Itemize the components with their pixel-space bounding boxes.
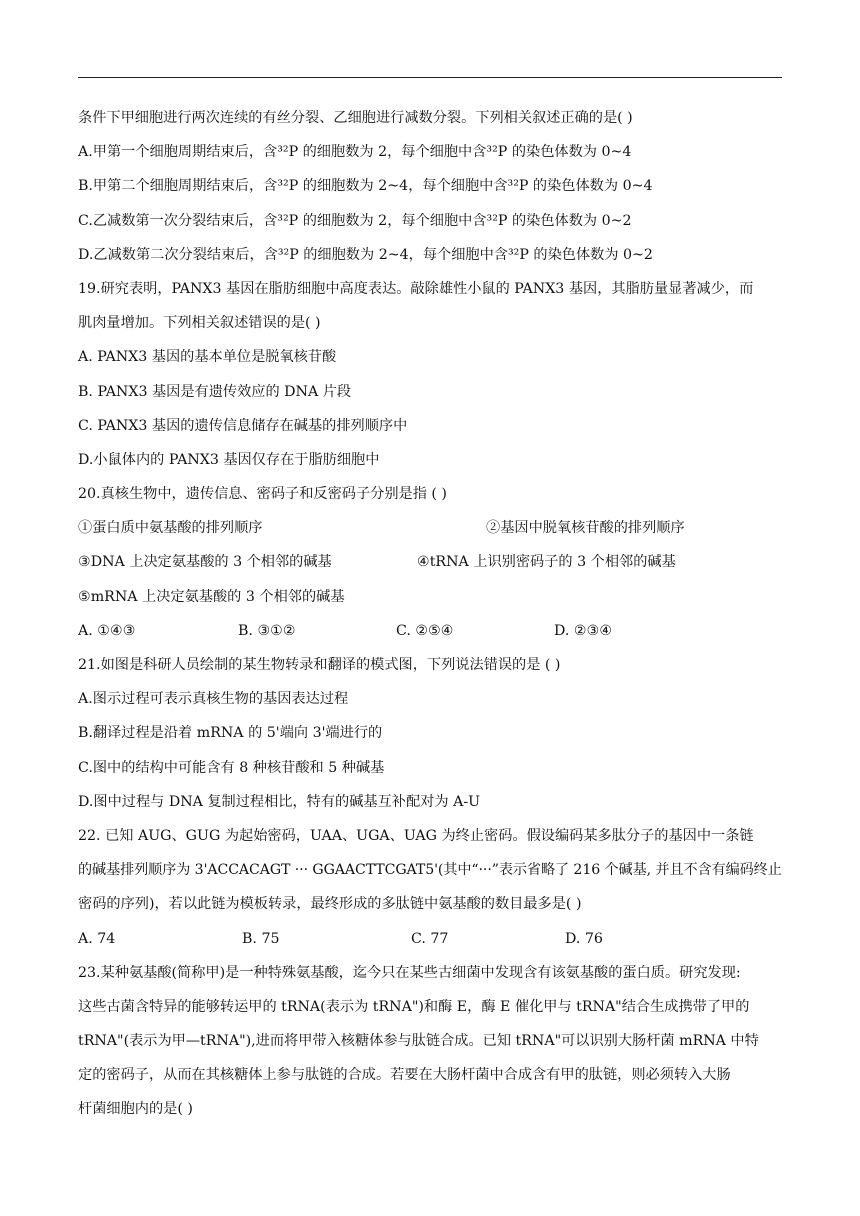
q22-option-a: A. 74 — [78, 930, 116, 947]
q23-stem-line-1: 23.某种氨基酸(简称甲)是一种特殊氨基酸，迄今只在某些古细菌中发现含有该氨基酸的蛋白质。研究发现: — [78, 964, 741, 981]
q20-item-5: ⑤mRNA 上决定氨基酸的 3 个相邻的碱基 — [78, 588, 345, 605]
q23-stem-line-3: tRNA"(表示为甲—tRNA"),进而将甲带入核糖体参与肽链合成。已知 tRNA"可以识别大肠杆菌 mRNA 中特 — [78, 1033, 759, 1050]
q20-item-4: ④tRNA 上识别密码子的 3 个相邻的碱基 — [417, 554, 676, 571]
exam-page-content — [78, 108, 782, 1134]
q18-option-c: C.乙减数第一次分裂结束后，含³²P 的细胞数为 2，每个细胞中含³²P 的染色体数为 0~2 — [78, 212, 632, 229]
q20-option-c: C. ②⑤④ — [396, 622, 454, 639]
q22-option-b: B. 75 — [242, 930, 280, 947]
q20-option-a: A. ①④③ — [78, 622, 136, 639]
q23-stem-line-4: 定的密码子，从而在其核糖体上参与肽链的合成。若要在大肠杆菌中合成含有甲的肽链，则必须转入大肠 — [78, 1067, 731, 1084]
q19-option-d: D.小鼠体内的 PANX3 基因仅存在于脂肪细胞中 — [78, 451, 380, 468]
q19-stem-line-2: 肌肉量增加。下列相关叙述错误的是( ) — [78, 315, 321, 332]
q19-option-b: B. PANX3 基因是有遗传效应的 DNA 片段 — [78, 383, 352, 400]
q20-item-3: ③DNA 上决定氨基酸的 3 个相邻的碱基 — [78, 554, 332, 571]
q23-stem-line-5: 杆菌细胞内的是( ) — [78, 1101, 193, 1118]
q21-option-d: D.图中过程与 DNA 复制过程相比，特有的碱基互补配对为 A-U — [78, 793, 481, 810]
q20-items-row-1 — [78, 518, 782, 552]
q21-option-a: A.图示过程可表示真核生物的基因表达过程 — [78, 691, 349, 708]
q18-option-a: A.甲第一个细胞周期结束后，含³²P 的细胞数为 2，每个细胞中含³²P 的染色体数为 0~4 — [78, 144, 632, 161]
q21-option-c: C.图中的结构中可能含有 8 种核苷酸和 5 种碱基 — [78, 759, 385, 776]
q20-option-d: D. ②③④ — [554, 622, 613, 639]
q20-item-2: ②基因中脱氧核苷酸的排列顺序 — [486, 520, 685, 537]
q22-stem-line-2: 的碱基排列顺序为 3'ACCACAGT ··· GGAACTTCGAT5'(其中“···”表示省略了 216 个碱基, 并且不含有编码终止 — [78, 862, 782, 879]
q18-option-b: B.甲第二个细胞周期结束后，含³²P 的细胞数为 2~4，每个细胞中含³²P 的染色体数为 0~4 — [78, 178, 653, 195]
q19-option-a: A. PANX3 基因的基本单位是脱氧核苷酸 — [78, 349, 337, 366]
q18-stem: 条件下甲细胞进行两次连续的有丝分裂、乙细胞进行减数分裂。下列相关叙述正确的是( ) — [78, 110, 633, 126]
q21-stem: 21.如图是科研人员绘制的某生物转录和翻译的模式图，下列说法错误的是 ( ) — [78, 657, 561, 673]
q18-option-d: D.乙减数第二次分裂结束后，含³²P 的细胞数为 2~4，每个细胞中含³²P 的染色体数为 0~2 — [78, 246, 653, 263]
q20-option-b: B. ③①② — [238, 622, 296, 639]
q19-stem-line-1: 19.研究表明，PANX3 基因在脂肪细胞中高度表达。敲除雄性小鼠的 PANX3 基因，其脂肪量显著减少，而 — [78, 280, 754, 297]
q22-options-row — [78, 929, 782, 963]
q23-stem-line-2: 这些古菌含特异的能够转运甲的 tRNA(表示为 tRNA")和酶 E，酶 E 催化甲与 tRNA"结合生成携带了甲的 — [78, 998, 750, 1015]
q21-option-b: B.翻译过程是沿着 mRNA 的 5'端向 3'端进行的 — [78, 725, 383, 742]
q20-item-1: ①蛋白质中氨基酸的排列顺序 — [78, 520, 263, 537]
header-rule — [78, 77, 782, 78]
q22-stem-line-3: 密码的序列)，若以此链为模板转录，最终形成的多肽链中氨基酸的数目最多是( ) — [78, 896, 582, 913]
q22-option-c: C. 77 — [411, 930, 449, 947]
q20-options-row — [78, 621, 782, 655]
q19-option-c: C. PANX3 基因的遗传信息储存在碱基的排列顺序中 — [78, 417, 408, 434]
q22-stem-line-1: 22. 已知 AUG、GUG 为起始密码，UAA、UGA、UAG 为终止密码。假设编码某多肽分子的基因中一条链 — [78, 827, 754, 844]
q22-option-d: D. 76 — [565, 930, 603, 947]
q20-items-row-2 — [78, 552, 782, 586]
q20-stem: 20.真核生物中，遗传信息、密码子和反密码子分别是指 ( ) — [78, 486, 447, 503]
